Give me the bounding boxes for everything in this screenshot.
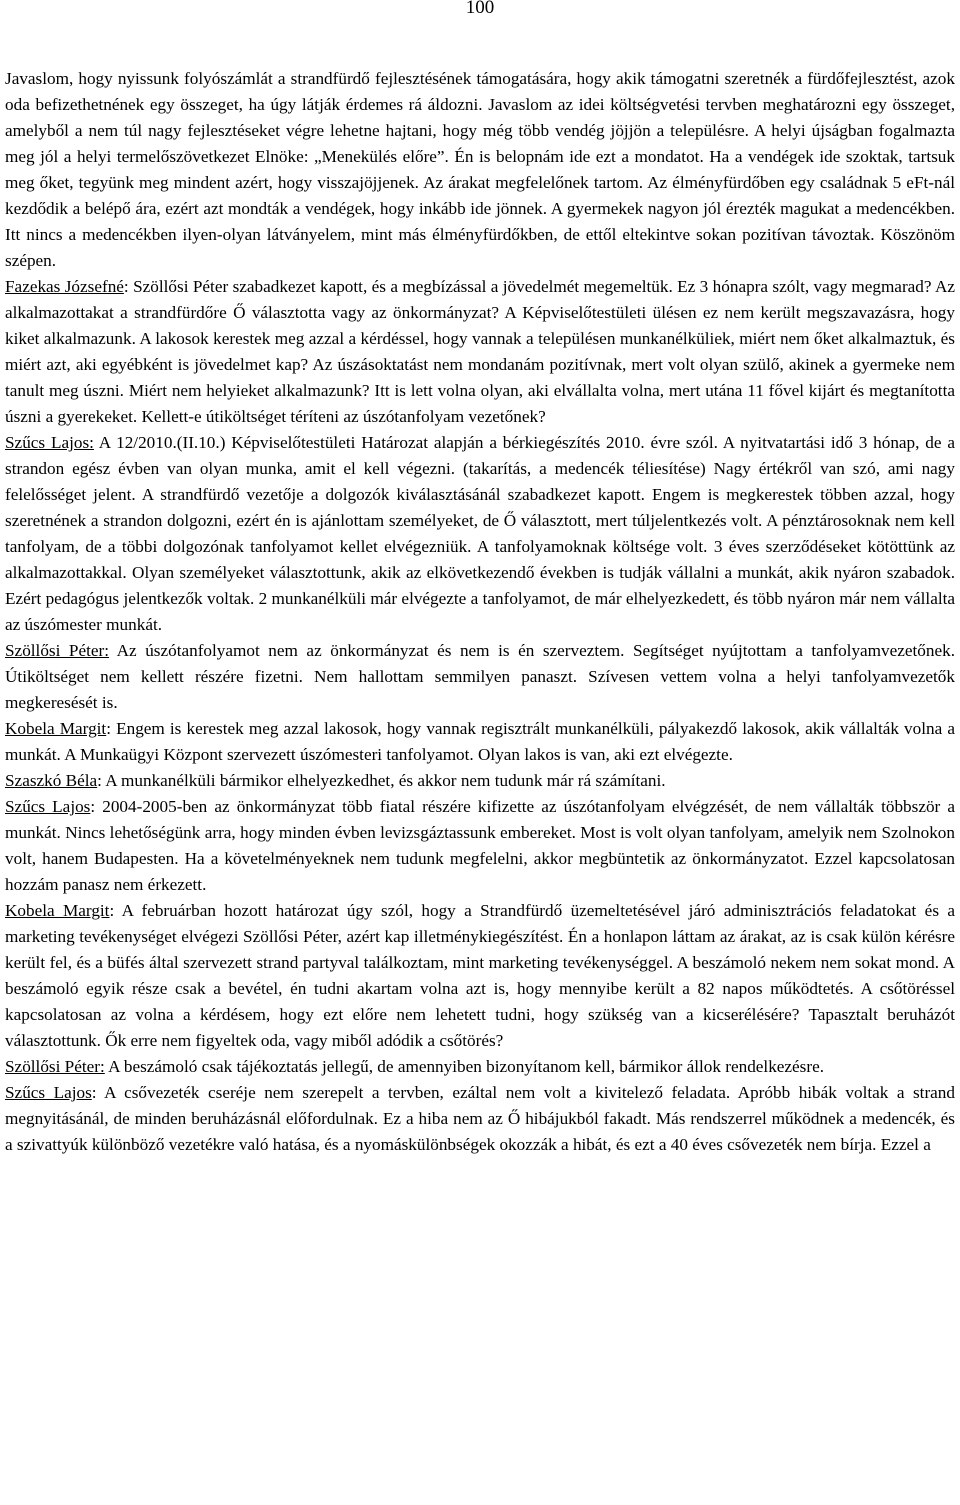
page-number: 100 [465,0,495,18]
paragraph-szaszko [5,768,955,794]
paragraph-text: A munkanélküli bármikor elhelyezkedhet, és akkor nem tudunk már rá számítani. [101,771,666,790]
speaker-name: Szűcs Lajos [5,797,91,816]
speaker-name: Kobela Margit [5,719,107,738]
document-body [5,66,955,1158]
speaker-separator: : [109,901,115,920]
speaker-separator: : [90,797,96,816]
paragraph-text: Az úszótanfolyamot nem az önkormányzat és nem is én szerveztem. Segítséget nyújtottam a tanfolyamvezetőnek. Útiköltséget nem kellett részére fizetni. Nem hallottam semmilyen panaszt. Szívesen vettem volna a helyi tanfolyamvezetők megkeresését is. [5,641,956,712]
speaker-name: Szöllősi Péter: [5,641,110,660]
speaker-name: Szaszkó Béla [5,771,98,790]
paragraph-intro [5,66,955,274]
paragraph-text: A beszámoló csak tájékoztatás jellegű, de amennyiben bizonyítanom kell, bármikor állok rendelkezésre. [104,1057,825,1076]
paragraph-text: A februárban hozott határozat úgy szól, hogy a Strandfürdő üzemeltetésével járó adminisztrációs feladatokat és a marketing tevékenységet elvégezi Szöllősi Péter, azért kap illetménykiegészítést. Én a honlapon láttam az árakat, az is csak külön kérésre került fel, és a büfés által szervezett strand partyval találkoztam, mint marketing tevékenységgel. A beszámoló nekem nem sokat mond. A beszámoló egyik része csak a bevétel, én tudni akartam volna azt is, hogy mennyibe került a 82 napos működtetés. A csőtöréssel kapcsolatosan az volna a kérdésem, hogy ezt előre nem lehetett tudni, hogy szükség van a kicserélésére? Tapasztalt beruházót választottunk. Ők erre nem figyeltek oda, vagy miből adódik a csőtörés? [5,901,955,1050]
paragraph-szucs-1 [5,430,955,638]
paragraph-szollosi-2 [5,1054,955,1080]
speaker-separator: : [123,277,129,296]
speaker-name: Fazekas Józsefné [5,277,124,296]
paragraph-text: A 12/2010.(II.10.) Képviselőtestületi Határozat alapján a bérkiegészítés 2010. évre szól. A nyitvatartási idő 3 hónap, de a strandon egész évben van olyan munka, amit el kell végezni. (takarítás, a medencék téliesítése) Nagy értékről van szó, ami nagy felelősséget jelent. A strandfürdő vezetője a dolgozók kiválasztásánál szabadkezet kapott. Engem is megkerestek többen azzal, hogy szeretnének a strandon dolgozni, ezért én is ajánlottam személyeket, de Ő választott, mert túljelentkezés volt. A pénztárosoknak nem kell tanfolyam, de a többi dolgozónak tanfolyamot kellet elvégezniük. A tanfolyamoknak költsége volt. 3 éves szerződéseket kötöttünk az alkalmazottakkal. Olyan személyeket választottunk, akik az elkövetkezendő években is tudják vállalni a munkát, akik nyáron szabadok. Ezért pedagógus jelentkezők voltak. 2 munkanélküli már elvégezte a tanfolyamot, de már elhelyezkedett, és több nyáron már nem vállalta az úszómester munkát. [5,433,955,634]
paragraph-fazekas [5,274,955,430]
speaker-name: Szűcs Lajos: [5,433,94,452]
paragraph-text: 2004-2005-ben az önkormányzat több fiatal részére kifizette az úszótanfolyam elvégzését, de nem vállalták többször a munkát. Nincs lehetőségünk arra, hogy minden évben levizsgáztassunk embereket. Most is volt olyan tanfolyam, amelyik nem Szolnokon volt, hanem Budapesten. Ha a követelményeknek nem tudunk megfelelni, akkor megbüntetik az önkormányzatot. Ezzel kapcsolatosan hozzám panasz nem érkezett. [5,797,955,894]
paragraph-text: Szöllősi Péter szabadkezet kapott, és a megbízással a jövedelmét megemeltük. Ez 3 hónapra szólt, vagy megmarad? Az alkalmazottakat a strandfürdőre Ő választotta vagy az önkormányzat? A Képviselőtestületi ülésen ez nem került megszavazásra, hogy kiket alkalmazunk. A lakosok kerestek meg azzal a kérdéssel, hogy vannak a településen munkanélküliek, miért nem őket alkalmaztuk, és miért azt, aki egyébként is jövedelmet kap? Az úszásoktatást nem mondanám pozitívnak, mert volt olyan szülő, akinek a gyermeke nem tanult meg úszni. Miért nem helyieket alkalmazunk? Itt is lett volna olyan, aki elvállalta volna, mert utána 11 fővel kijárt és megtanította úszni a gyerekeket. Kellett-e útiköltséget téríteni az úszótanfolyam vezetőnek? [5,277,955,426]
speaker-separator: : [91,1083,97,1102]
paragraph-text: Javaslom, hogy nyissunk folyószámlát a strandfürdő fejlesztésének támogatására, hogy akik támogatni szeretnék a fürdőfejlesztést, azok oda befizethetnének egy összeget, ha úgy látják érdemes rá áldozni. Javaslom az idei költségvetési tervben meghatározni egy összeget, amelyből a nem túl nagy fejlesztéseket végre lehetne hajtani, hogy még több vendég jöjjön a településre. A helyi újságban fogalmazta meg jól a helyi termelőszövetkezet Elnöke: „Menekülés előre”. Én is belopnám ide ezt a mondatot. Ha a vendégek ide szoktak, tartsuk meg őket, tegyünk meg mindent azért, hogy visszajöjjenek. Az árakat megfelelőnek tartom. Az élményfürdőben egy családnak 5 eFt-nál kezdődik a belépő ára, ezért azt mondták a vendégek, hogy inkább ide jönnek. A gyermekek nagyon jól érezték magukat a medencékben. Itt nincs a medencékben ilyen-olyan látványelem, mint más élményfürdőkben, de ettől eltekintve sokan pozitívan távoztak. Köszönöm szépen. [5,69,955,270]
paragraph-text: Engem is kerestek meg azzal lakosok, hogy vannak regisztrált munkanélküli, pályakezdő lakosok, akik vállalták volna a munkát. A Munkaügyi Központ szervezett úszómesteri tanfolyamot. Olyan lakos is van, aki ezt elvégezte. [5,719,955,764]
speaker-separator: : [106,719,111,738]
paragraph-szucs-3 [5,1080,955,1158]
paragraph-text: A csővezeték cseréje nem szerepelt a tervben, ezáltal nem volt a kivitelező feladata. Apróbb hibák voltak a strand megnyitásánál, de minden beruházásnál előfordulnak. Ez a hiba nem az Ő hibájukból fakadt. Más rendszerrel működnek a medencék, és a szivattyúk különböző vezetékre való hatása, és a nyomáskülönbségek okozzák a hibát, és ezt a 40 éves csővezeték nem bírja. Ezzel a [5,1083,955,1154]
paragraph-szollosi-1 [5,638,955,716]
paragraph-kobela-1 [5,716,955,768]
paragraph-kobela-2 [5,898,955,1054]
paragraph-szucs-2 [5,794,955,898]
speaker-separator: : [97,771,102,790]
speaker-name: Szöllősi Péter: [5,1057,105,1076]
speaker-name: Szűcs Lajos [5,1083,92,1102]
speaker-name: Kobela Margit [5,901,110,920]
